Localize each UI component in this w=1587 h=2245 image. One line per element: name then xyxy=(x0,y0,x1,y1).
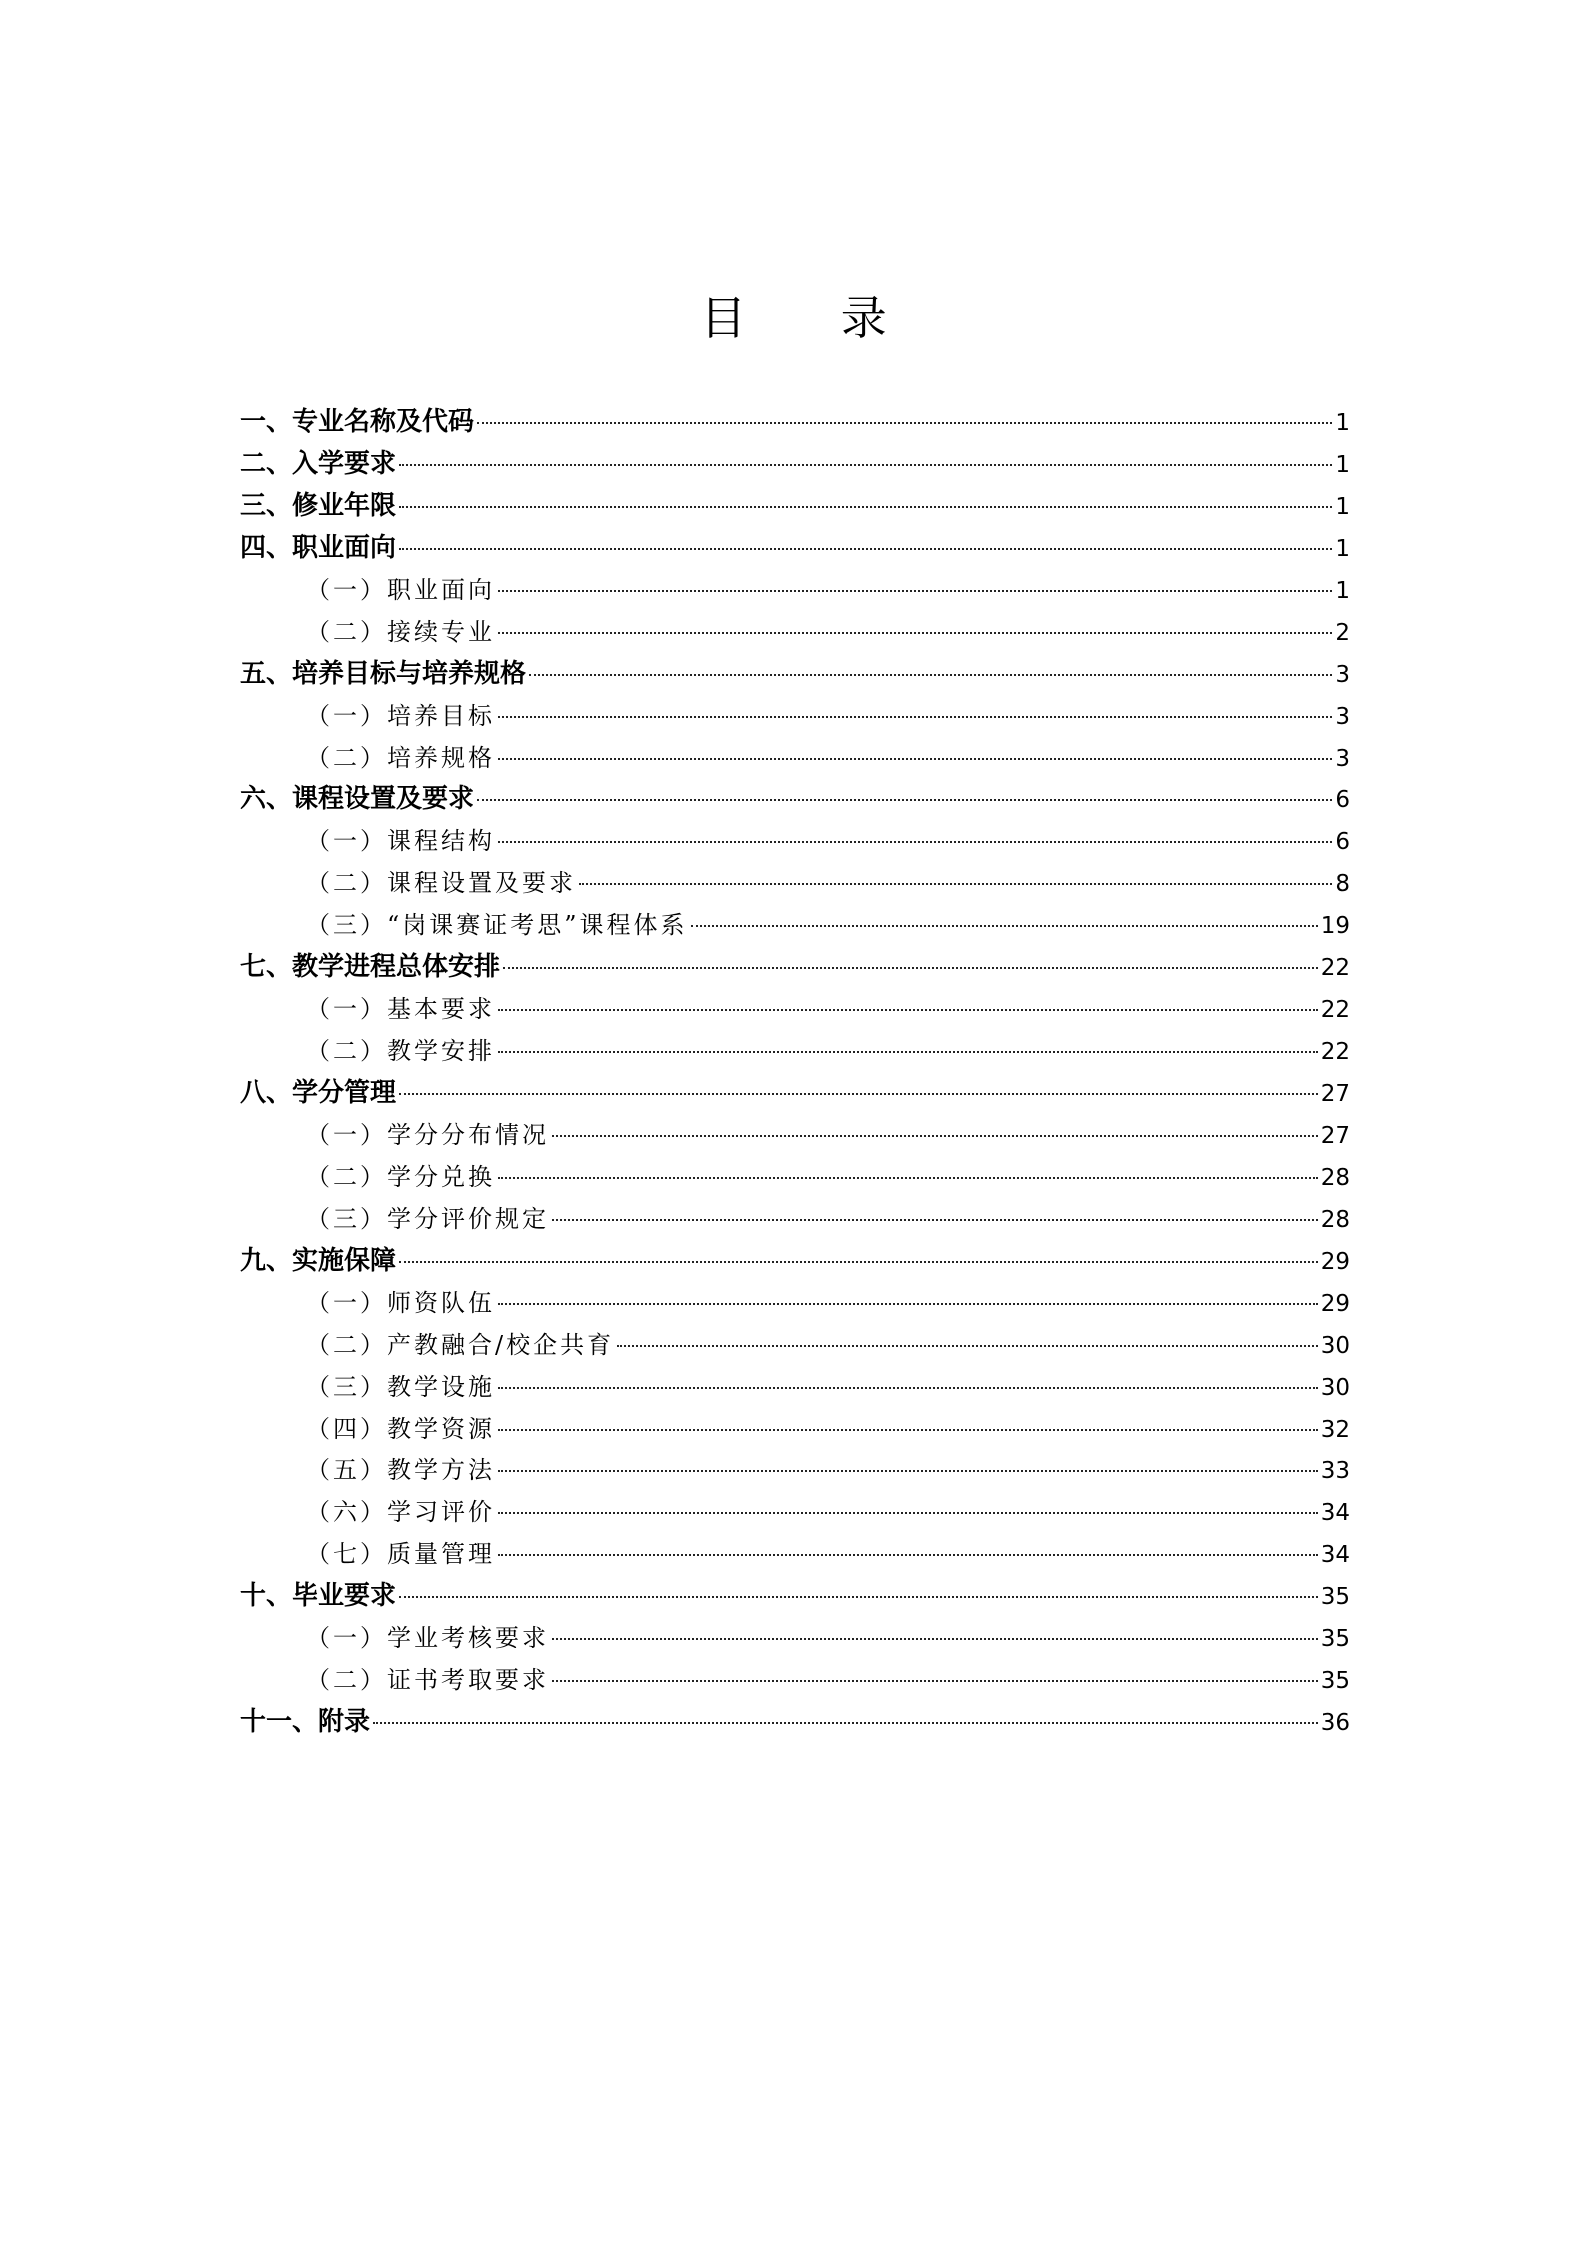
toc-page-number: 28 xyxy=(1320,1206,1350,1233)
toc-entry-label: （三）“岗课赛证考思”课程体系 xyxy=(306,911,688,940)
toc-dot-leader xyxy=(477,422,1332,424)
toc-subsection-entry[interactable] xyxy=(240,738,1350,780)
toc-dot-leader xyxy=(399,1261,1318,1263)
toc-section-entry[interactable] xyxy=(240,1241,1350,1283)
toc-page-number: 28 xyxy=(1320,1164,1350,1191)
toc-dot-leader xyxy=(399,1596,1318,1598)
toc-dot-leader xyxy=(399,548,1332,550)
toc-entry-label: （一）学分分布情况 xyxy=(306,1120,549,1149)
toc-page-number: 19 xyxy=(1320,913,1350,940)
toc-entry-label: （二）课程设置及要求 xyxy=(306,869,576,898)
toc-page-number: 1 xyxy=(1335,410,1350,436)
toc-page-number: 27 xyxy=(1320,1122,1350,1149)
toc-section-entry[interactable] xyxy=(240,486,1350,528)
toc-entry-label: 十、毕业要求 xyxy=(240,1581,397,1612)
toc-entry-label: 九、实施保障 xyxy=(240,1245,397,1276)
toc-subsection-entry[interactable] xyxy=(240,1367,1350,1409)
toc-dot-leader xyxy=(498,590,1332,592)
toc-section-entry[interactable] xyxy=(240,402,1350,444)
toc-dot-leader xyxy=(498,1009,1318,1011)
toc-dot-leader xyxy=(498,1177,1318,1179)
toc-dot-leader xyxy=(498,1470,1318,1472)
toc-page-number: 3 xyxy=(1335,745,1350,772)
toc-section-entry[interactable] xyxy=(240,654,1350,696)
toc-dot-leader xyxy=(579,883,1332,885)
toc-page-number: 35 xyxy=(1320,1584,1350,1611)
toc-section-entry[interactable] xyxy=(240,1702,1350,1744)
toc-page-number: 3 xyxy=(1335,661,1350,688)
toc-subsection-entry[interactable] xyxy=(240,1450,1350,1492)
toc-dot-leader xyxy=(399,506,1332,508)
toc-dot-leader xyxy=(552,1219,1318,1221)
toc-entry-label: （二）教学安排 xyxy=(306,1037,495,1066)
toc-dot-leader xyxy=(498,716,1332,718)
toc-dot-leader xyxy=(498,1429,1318,1431)
toc-dot-leader xyxy=(498,1512,1318,1514)
toc-entry-label: 七、教学进程总体安排 xyxy=(240,952,501,983)
toc-page-number: 1 xyxy=(1335,577,1350,604)
toc-page-number: 3 xyxy=(1335,703,1350,730)
toc-entry-label: （一）课程结构 xyxy=(306,827,495,856)
toc-subsection-entry[interactable] xyxy=(240,905,1350,947)
toc-entry-label: （五）教学方法 xyxy=(306,1456,495,1485)
toc-page-number: 29 xyxy=(1320,1248,1350,1275)
toc-page-number: 22 xyxy=(1320,997,1350,1024)
toc-section-entry[interactable] xyxy=(240,1576,1350,1618)
toc-page-number: 32 xyxy=(1320,1416,1350,1443)
toc-section-entry[interactable] xyxy=(240,528,1350,570)
toc-entry-label: （二）产教融合/校企共育 xyxy=(306,1330,615,1359)
toc-page-number: 6 xyxy=(1335,829,1350,856)
toc-page-number: 27 xyxy=(1320,1081,1350,1107)
toc-subsection-entry[interactable] xyxy=(240,1157,1350,1199)
toc-subsection-entry[interactable] xyxy=(240,1618,1350,1660)
toc-entry-label: （一）基本要求 xyxy=(306,995,495,1024)
toc-dot-leader xyxy=(498,758,1332,760)
toc-subsection-entry[interactable] xyxy=(240,863,1350,905)
toc-entry-label: 五、培养目标与培养规格 xyxy=(240,658,527,689)
toc-page-number: 2 xyxy=(1335,619,1350,646)
toc-subsection-entry[interactable] xyxy=(240,821,1350,863)
toc-entry-label: （二）接续专业 xyxy=(306,617,495,646)
toc-entry-label: （六）学习评价 xyxy=(306,1498,495,1527)
toc-entry-label: 十一、附录 xyxy=(240,1707,371,1738)
toc-dot-leader xyxy=(498,1051,1318,1053)
toc-entry-label: （二）培养规格 xyxy=(306,743,495,772)
toc-subsection-entry[interactable] xyxy=(240,1660,1350,1702)
toc-subsection-entry[interactable] xyxy=(240,1534,1350,1576)
toc-subsection-entry[interactable] xyxy=(240,1031,1350,1073)
toc-entry-label: 一、专业名称及代码 xyxy=(240,407,475,437)
toc-page-number: 29 xyxy=(1320,1290,1350,1317)
toc-dot-leader xyxy=(529,674,1332,676)
toc-subsection-entry[interactable] xyxy=(240,989,1350,1031)
toc-entry-label: 八、学分管理 xyxy=(240,1078,397,1108)
toc-subsection-entry[interactable] xyxy=(240,1199,1350,1241)
toc-subsection-entry[interactable] xyxy=(240,1115,1350,1157)
toc-page-number: 35 xyxy=(1320,1626,1350,1653)
toc-dot-leader xyxy=(503,967,1318,969)
toc-entry-label: （一）培养目标 xyxy=(306,701,495,730)
toc-page-number: 33 xyxy=(1320,1458,1350,1485)
toc-dot-leader xyxy=(617,1345,1318,1347)
toc-section-entry[interactable] xyxy=(240,779,1350,821)
toc-page-number: 6 xyxy=(1335,787,1350,814)
toc-dot-leader xyxy=(399,1093,1318,1095)
toc-subsection-entry[interactable] xyxy=(240,1409,1350,1451)
toc-subsection-entry[interactable] xyxy=(240,570,1350,612)
toc-dot-leader xyxy=(498,632,1332,634)
toc-subsection-entry[interactable] xyxy=(240,696,1350,738)
toc-page-number: 30 xyxy=(1320,1374,1350,1401)
toc-page-number: 1 xyxy=(1335,451,1350,478)
toc-entry-label: 四、职业面向 xyxy=(240,532,397,563)
toc-entry-label: （二）学分兑换 xyxy=(306,1162,495,1191)
toc-subsection-entry[interactable] xyxy=(240,1283,1350,1325)
toc-dot-leader xyxy=(691,925,1318,927)
toc-dot-leader xyxy=(552,1638,1318,1640)
toc-entry-label: 六、课程设置及要求 xyxy=(240,784,475,815)
toc-entry-label: （一）师资队伍 xyxy=(306,1288,495,1317)
toc-entry-label: （一）学业考核要求 xyxy=(306,1624,549,1653)
toc-dot-leader xyxy=(498,1387,1318,1389)
toc-page-number: 1 xyxy=(1335,535,1350,562)
toc-page-number: 34 xyxy=(1320,1542,1350,1569)
toc-dot-leader xyxy=(552,1135,1318,1137)
toc-page-number: 34 xyxy=(1320,1500,1350,1527)
toc-section-entry[interactable] xyxy=(240,947,1350,989)
toc-page-number: 1 xyxy=(1335,493,1350,520)
toc-entry-label: （一）职业面向 xyxy=(306,575,495,604)
toc-dot-leader xyxy=(399,464,1332,466)
toc-dot-leader xyxy=(498,1554,1318,1556)
toc-entry-label: （二）证书考取要求 xyxy=(306,1666,549,1695)
toc-section-entry[interactable] xyxy=(240,1073,1350,1115)
toc-entry-label: （三）教学设施 xyxy=(306,1372,495,1401)
toc-entry-label: 二、入学要求 xyxy=(240,448,397,479)
toc-dot-leader xyxy=(373,1722,1318,1724)
table-of-contents xyxy=(240,402,1350,1744)
toc-entry-label: （三）学分评价规定 xyxy=(306,1204,549,1233)
toc-dot-leader xyxy=(477,799,1332,801)
toc-subsection-entry[interactable] xyxy=(240,1325,1350,1367)
toc-page-number: 22 xyxy=(1320,1039,1350,1066)
toc-entry-label: 三、修业年限 xyxy=(240,490,397,521)
toc-entry-label: （四）教学资源 xyxy=(306,1414,495,1443)
page-title: 目 录 xyxy=(700,291,927,345)
toc-page-number: 30 xyxy=(1320,1332,1350,1359)
toc-subsection-entry[interactable] xyxy=(240,1492,1350,1534)
toc-entry-label: （七）质量管理 xyxy=(306,1540,495,1569)
toc-dot-leader xyxy=(498,841,1332,843)
toc-page-number: 8 xyxy=(1335,871,1350,898)
toc-dot-leader xyxy=(498,1303,1318,1305)
toc-subsection-entry[interactable] xyxy=(240,612,1350,654)
toc-page-number: 35 xyxy=(1320,1668,1350,1695)
toc-dot-leader xyxy=(552,1680,1318,1682)
toc-page-number: 36 xyxy=(1320,1710,1350,1737)
toc-section-entry[interactable] xyxy=(240,444,1350,486)
toc-page-number: 22 xyxy=(1320,955,1350,982)
